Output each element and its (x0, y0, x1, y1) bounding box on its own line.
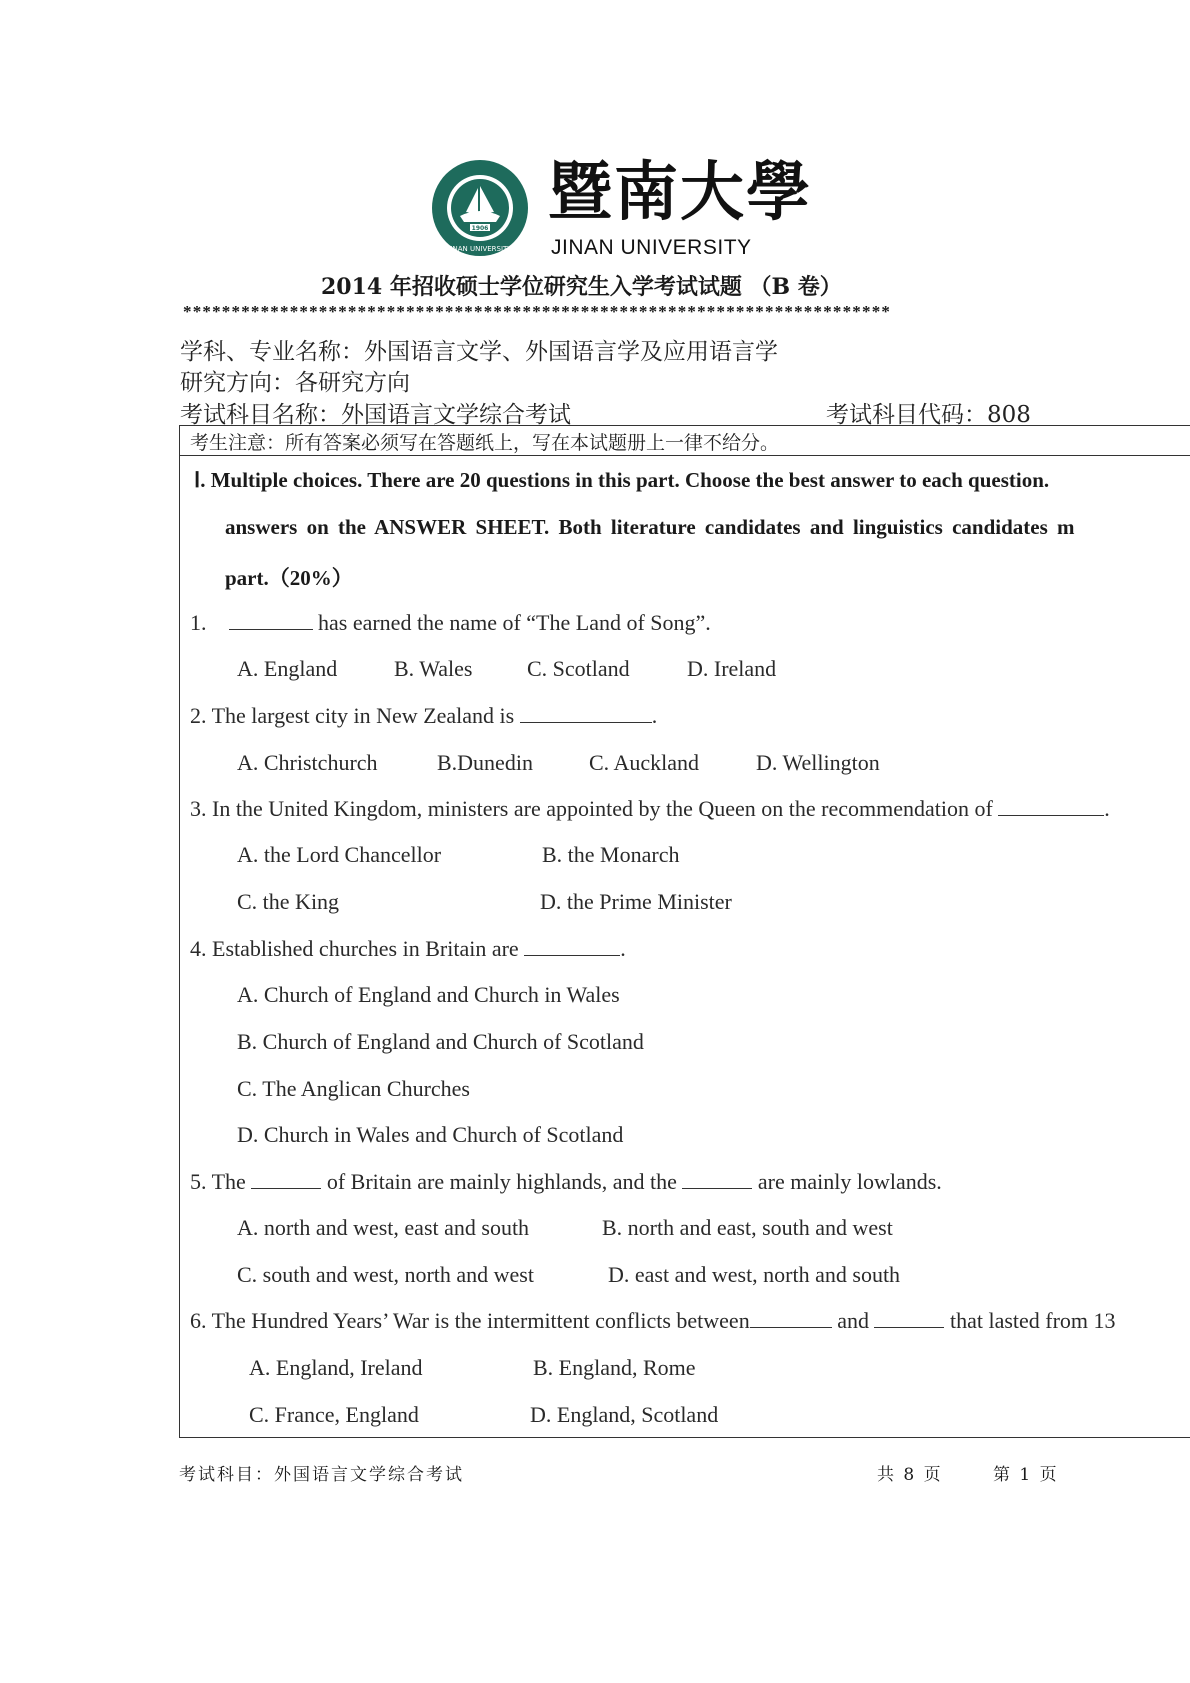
option: D. Church in Wales and Church of Scotland (237, 1122, 624, 1147)
question-4: 4. Established churches in Britain are . (190, 936, 626, 961)
question-1 (190, 610, 711, 636)
answer-blank (750, 1309, 832, 1328)
answer-blank (520, 704, 652, 723)
section-instruction-line-2: answers on the ANSWER SHEET. Both literature candidates and linguistics candidates m (225, 515, 1075, 539)
option: A. the Lord Chancellor (237, 842, 442, 867)
svg-text:JINAN UNIVERSITY: JINAN UNIVERSITY (448, 245, 512, 253)
option: B. the Monarch (542, 842, 680, 867)
footer-page-number: 第 1 页 (993, 1465, 1059, 1485)
option: A. England (237, 656, 338, 681)
star-divider: ************************************************************************* (183, 302, 892, 321)
option: A. Christchurch (237, 750, 378, 775)
section-instruction-line-1: Ⅰ. Multiple choices. There are 20 questions in this part. Choose the best answer to each question. (194, 468, 1050, 492)
answer-blank (229, 611, 313, 630)
svg-text:1906: 1906 (471, 225, 489, 232)
subject-major: 学科、专业名称：外国语言文学、外国语言学及应用语言学 (180, 339, 778, 365)
answer-blank (682, 1170, 752, 1189)
university-name-en: JINAN UNIVERSITY (551, 236, 752, 259)
option: A. Church of England and Church in Wales (237, 982, 620, 1007)
question-2: 2. The largest city in New Zealand is . (190, 703, 658, 728)
exam-course-code: 考试科目代码：808 (826, 402, 1031, 428)
notice-divider (179, 455, 1190, 456)
option: D. east and west, north and south (608, 1262, 901, 1287)
section-instruction-line-3: part.（20%） (225, 566, 353, 590)
question-5: 5. The of Britain are mainly highlands, and the are mainly lowlands. (190, 1169, 942, 1194)
university-name-cn: 暨南大學 (548, 155, 812, 230)
candidate-notice: 考生注意：所有答案必须写在答题纸上，写在本试题册上一律不给分。 (190, 432, 780, 454)
option: D. England, Scotland (530, 1402, 719, 1427)
option: C. the King (237, 889, 340, 914)
question-text: 2. The largest city in New Zealand is (190, 703, 515, 728)
question-6: 6. The Hundred Years’ War is the intermittent conflicts between and that lasted from 13 (190, 1308, 1116, 1333)
answer-blank (874, 1309, 944, 1328)
option: B.Dunedin (437, 750, 533, 775)
question-number: 1. (190, 610, 207, 635)
answer-blank (998, 797, 1104, 816)
exam-title: 2014 年招收硕士学位研究生入学考试试题 （B 卷） (321, 274, 842, 300)
option: C. south and west, north and west (237, 1262, 534, 1287)
option: B. north and east, south and west (602, 1215, 893, 1240)
research-direction: 研究方向：各研究方向 (180, 370, 410, 396)
option: B. Wales (394, 656, 473, 681)
option: C. France, England (249, 1402, 419, 1427)
question-text: 3. In the United Kingdom, ministers are appointed by the Queen on the recommendation of (190, 796, 993, 821)
option: A. England, Ireland (249, 1355, 423, 1380)
option: B. England, Rome (533, 1355, 696, 1380)
question-text: has earned the name of “The Land of Song”. (318, 610, 711, 635)
footer-total-pages: 共 8 页 (877, 1465, 943, 1485)
question-3: 3. In the United Kingdom, ministers are appointed by the Queen on the recommendation of . (190, 796, 1110, 821)
university-seal-logo (430, 158, 530, 258)
option: A. north and west, east and south (237, 1215, 530, 1240)
option: D. Ireland (687, 656, 777, 681)
footer-course: 考试科目：外国语言文学综合考试 (179, 1465, 464, 1485)
option: D. Wellington (756, 750, 880, 775)
option: D. the Prime Minister (540, 889, 732, 914)
answer-blank (524, 937, 620, 956)
option: C. Auckland (589, 750, 699, 775)
option: B. Church of England and Church of Scotland (237, 1029, 644, 1054)
question-text: 4. Established churches in Britain are (190, 936, 519, 961)
answer-blank (251, 1170, 321, 1189)
option: C. The Anglican Churches (237, 1076, 470, 1101)
exam-course-name: 考试科目名称：外国语言文学综合考试 (180, 402, 571, 428)
option: C. Scotland (527, 656, 630, 681)
